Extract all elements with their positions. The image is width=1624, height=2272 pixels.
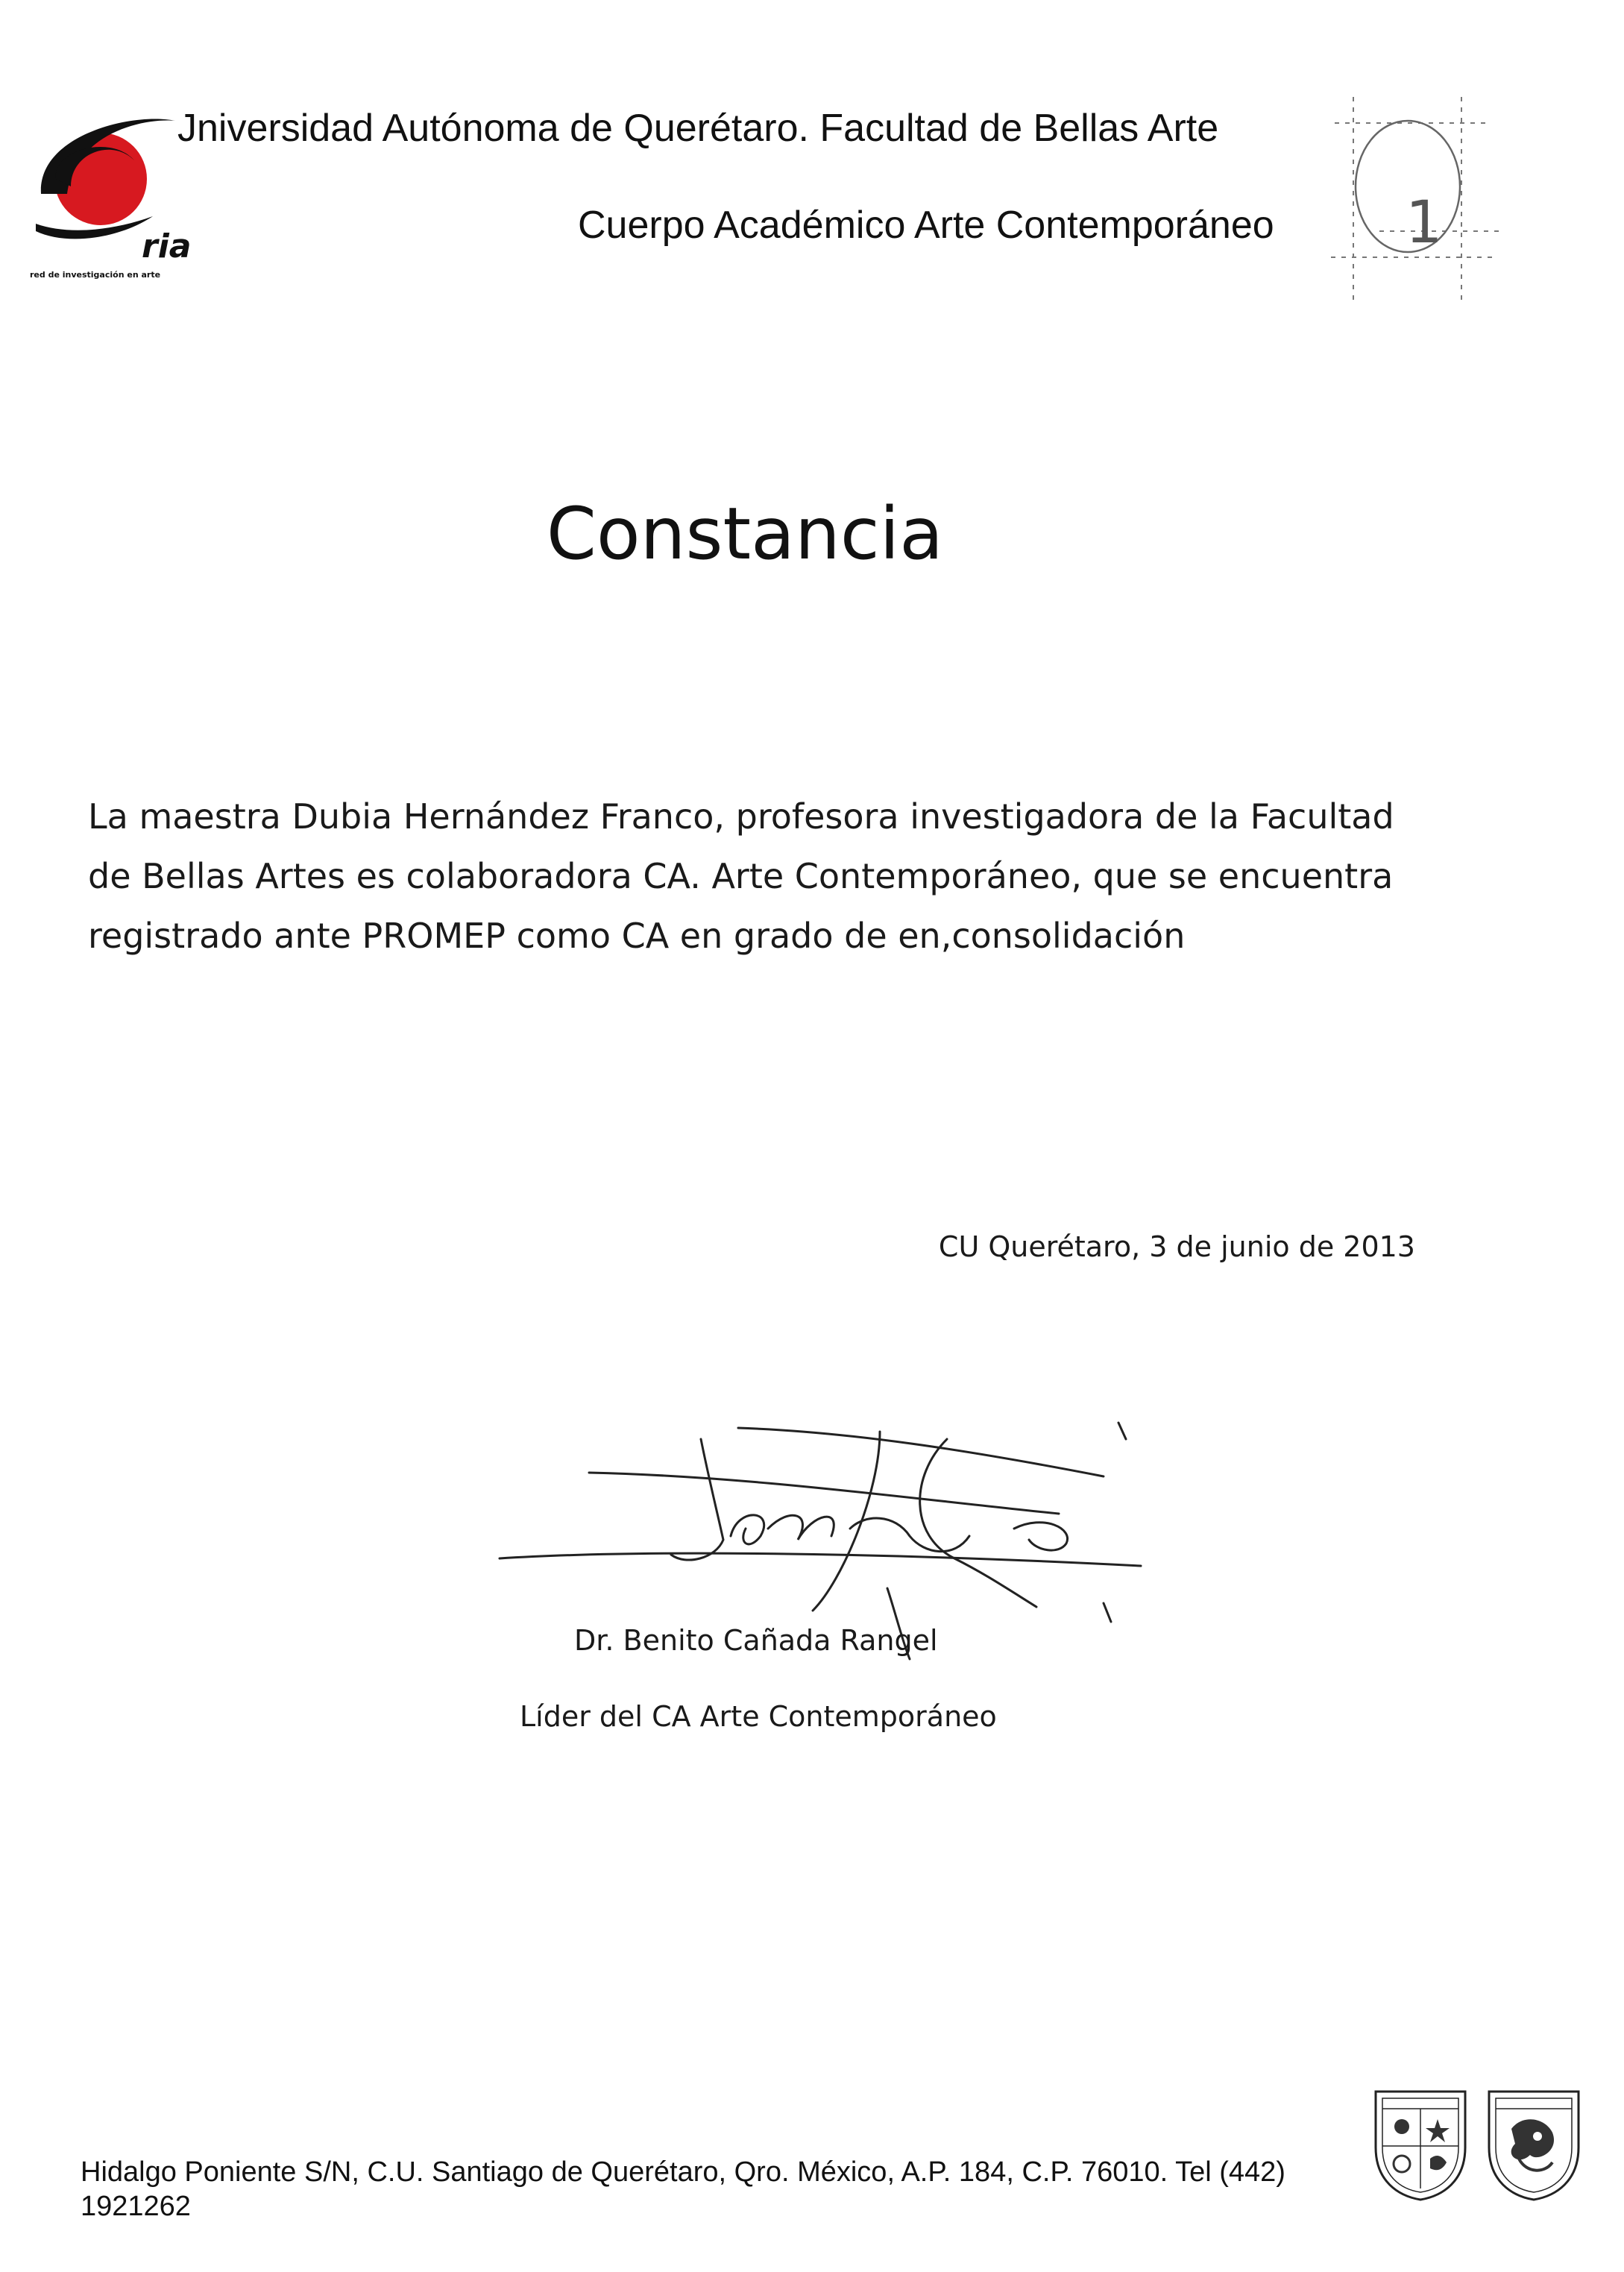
university-header: Jniversidad Autónoma de Querétaro. Facultad de Bellas Arte xyxy=(177,107,1219,150)
body-line: de Bellas Artes es colaboradora CA. Arte Contemporáneo, que se encuentra xyxy=(88,856,1394,896)
svg-text:red de investigación en arte: red de investigación en arte xyxy=(30,270,161,280)
svg-text:ria: ria xyxy=(142,227,192,265)
document-title: Constancia xyxy=(546,492,944,576)
address-line: 1921262 xyxy=(81,2191,191,2222)
bellas-artes-seal-icon xyxy=(1485,2088,1582,2203)
ria-logo-icon xyxy=(30,104,201,283)
certificate-body xyxy=(88,787,1475,966)
academic-body-header: Cuerpo Académico Arte Contemporáneo xyxy=(578,204,1274,247)
address-line: Hidalgo Poniente S/N, C.U. Santiago de Querétaro, Qro. México, A.P. 184, C.P. 76010. Tel (442) xyxy=(81,2156,1285,2188)
folio-stamp xyxy=(1327,89,1506,313)
body-line: registrado ante PROMEP como CA en grado de en,consolidación xyxy=(88,916,1186,956)
folio-number: 1 xyxy=(1406,189,1443,257)
uaq-seal-icon xyxy=(1372,2088,1469,2203)
body-line: La maestra Dubia Hernández Franco, profesora investigadora de la Facultad xyxy=(88,796,1394,837)
signer-name: Dr. Benito Cañada Rangel xyxy=(574,1624,938,1657)
place-date: CU Querétaro, 3 de junio de 2013 xyxy=(938,1230,1415,1263)
signer-role: Líder del CA Arte Contemporáneo xyxy=(520,1700,997,1733)
footer-address xyxy=(81,2155,1408,2224)
